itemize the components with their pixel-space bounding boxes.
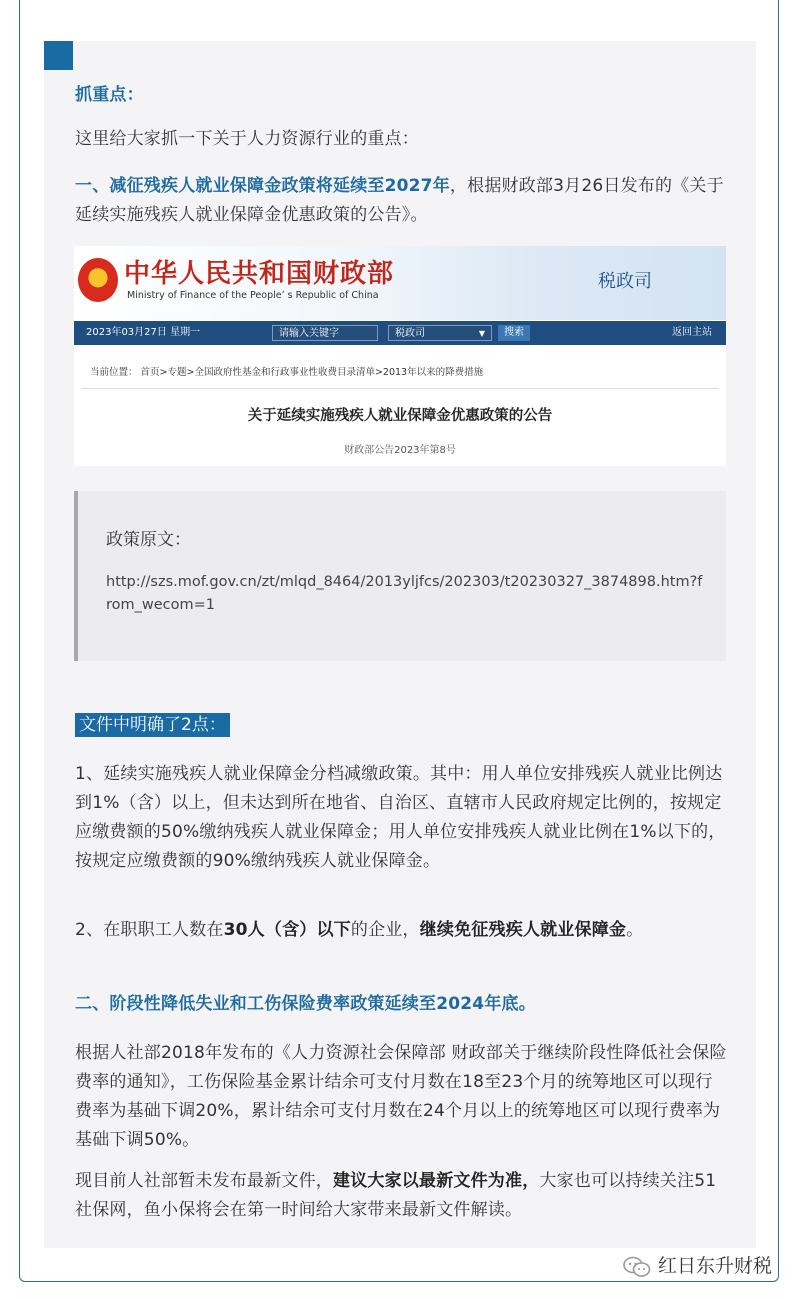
- department-name: 税政司: [598, 271, 652, 292]
- point1-paragraph: 1、延续实施残疾人就业保障金分档减缴政策。其中：用人单位安排残疾人就业比例达到1%（含）以上，但未达到所在地省、自治区、直辖市人民政府规定比例的，按规定应缴费额的50%缴纳残疾人就业保障金；用人单位安排残疾人就业比例在1%以下的，按规定应缴费额的90%缴纳残疾人就业保障金。: [75, 764, 726, 871]
- policy-url[interactable]: http://szs.mof.gov.cn/zt/mlqd_8464/2013yljfcs/202303/t20230327_3874898.htm?from_wecom=1: [106, 574, 703, 613]
- section2-heading: 二、阶段性降低失业和工伤保险费率政策延续至2024年底。: [75, 994, 536, 1014]
- quote-label: 政策原文：: [106, 530, 191, 550]
- section1-heading: 一、减征残疾人就业保障金政策将延续至2027年: [75, 176, 450, 196]
- account-watermark: [622, 1252, 772, 1280]
- section-label: 抓重点：: [75, 85, 144, 105]
- intro-text: 这里给大家抓一下关于人力资源行业的重点：: [75, 129, 419, 149]
- search-button[interactable]: 搜索: [498, 325, 530, 341]
- national-emblem-icon: [78, 258, 118, 302]
- point2-end: 。: [626, 920, 644, 940]
- divider: [82, 388, 718, 389]
- watermark-text: 红日东升财税: [658, 1255, 773, 1277]
- department-select[interactable]: [388, 325, 492, 341]
- ministry-page-screenshot: [74, 246, 726, 466]
- para4-pre: 现目前人社部暂未发布最新文件，: [75, 1171, 333, 1191]
- keyword-search-input[interactable]: 请输入关键字: [272, 325, 378, 341]
- point2-bold2: 继续免征残疾人就业保障金: [419, 920, 627, 940]
- point2-pre: 2、在职职工人数在: [75, 920, 224, 940]
- nav-date: 2023年03月27日 星期一: [86, 327, 201, 338]
- point2-paragraph: [75, 916, 727, 945]
- section1-text: ，根据财政部3月26日发布的《关于延续实施残疾人就业保障金优惠政策的公告》。: [75, 176, 724, 225]
- ministry-banner: [74, 246, 726, 320]
- home-link[interactable]: 返回主站: [672, 327, 712, 338]
- ministry-name-cn: 中华人民共和国财政部: [124, 259, 395, 289]
- policy-quote-block: [74, 491, 726, 661]
- ministry-name-en: Ministry of Finance of the People’ s Republic of China: [127, 290, 379, 301]
- para4-end: 大家也可以持续关注51社保网，鱼小保将会在第一时间给大家带来最新文件解读。: [75, 1171, 717, 1220]
- breadcrumb: 当前位置： 首页>专题>全国政府性基金和行政事业性收费目录清单>2013年以来的降费措施: [90, 367, 484, 378]
- document-title: 关于延续实施残疾人就业保障金优惠政策的公告: [247, 408, 553, 424]
- wechat-icon: [622, 1256, 652, 1278]
- chevron-down-icon: ▼: [478, 329, 485, 338]
- department-select-value: 税政司: [395, 328, 425, 339]
- section1-paragraph: [75, 172, 727, 230]
- document-number: 财政部公告2023年第8号: [344, 445, 456, 456]
- corner-accent: [44, 41, 73, 70]
- point2-bold1: 30人（含）以下: [223, 920, 351, 940]
- para4-bold: 建议大家以最新文件为准，: [333, 1171, 540, 1191]
- paragraph4: [75, 1167, 727, 1225]
- ministry-nav-bar: [74, 321, 726, 345]
- points-tag: 文件中明确了2点：: [75, 713, 230, 737]
- point2-mid: 的企业，: [350, 920, 420, 940]
- paragraph3: 根据人社部2018年发布的《人力资源社会保障部 财政部关于继续阶段性降低社会保险费率的通知》，工伤保险基金累计结余可支付月数在18至23个月的统筹地区可以现行费率为基础下调20%，累计结余可支付月数在24个月以上的统筹地区可以现行费率为基础下调50%。: [75, 1043, 727, 1150]
